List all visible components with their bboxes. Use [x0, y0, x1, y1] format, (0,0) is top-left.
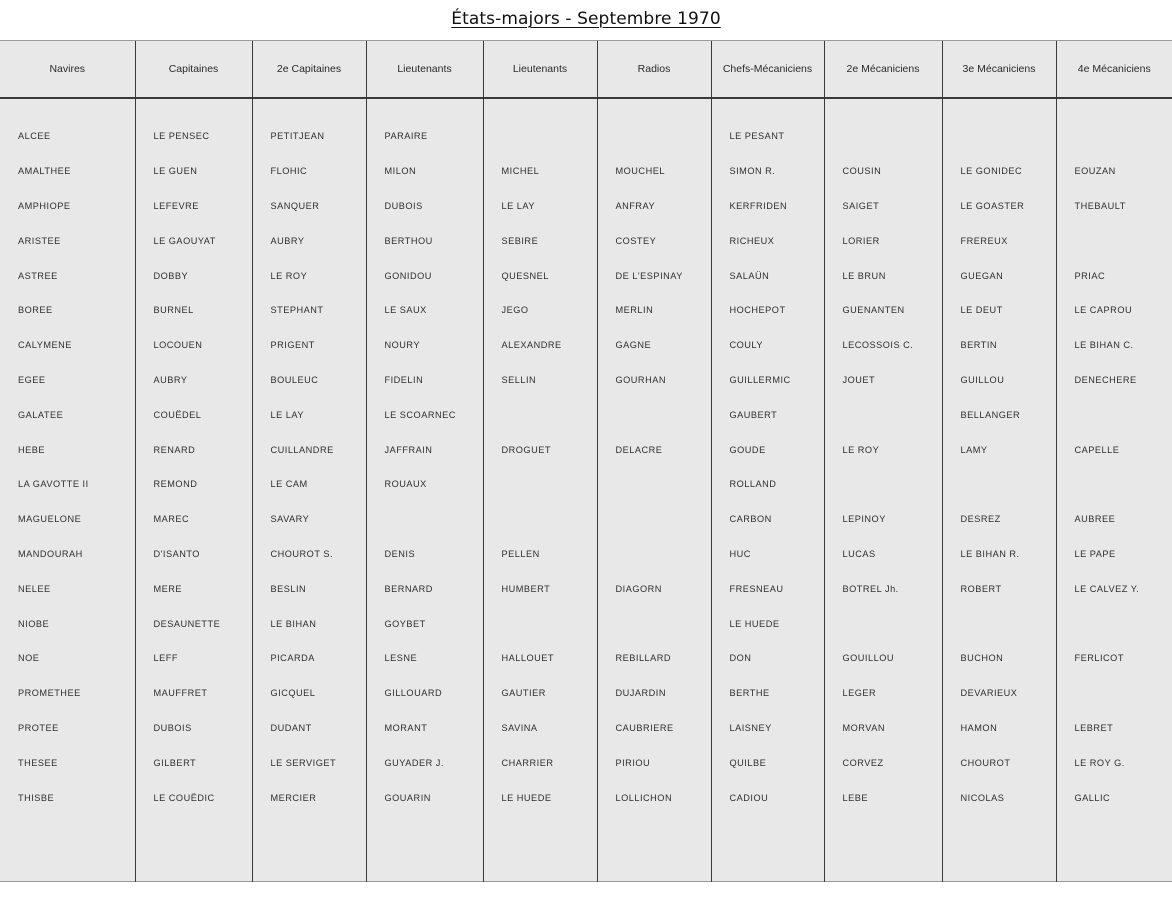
crew-name-cell: COUËDEL	[135, 397, 252, 432]
crew-name-cell: LE HUEDE	[711, 606, 824, 641]
crew-name-cell: HALLOUET	[483, 641, 597, 676]
ship-name-cell: HEBE	[18, 444, 46, 455]
crew-name-cell: GAUTIER	[483, 676, 597, 711]
crew-name-cell: CORVEZ	[824, 745, 942, 780]
crew-name-cell: DUDANT	[252, 711, 366, 746]
crew-name-cell: DON	[711, 641, 824, 676]
crew-name-cell: BOULEUC	[252, 363, 366, 398]
crew-name-cell: PARAIRE	[366, 119, 483, 154]
crew-name-cell	[1056, 467, 1172, 502]
crew-name-cell	[597, 119, 711, 154]
crew-name-cell: CADIOU	[711, 780, 824, 815]
column-header-radios: Radios	[597, 41, 711, 98]
crew-name-cell: CHARRIER	[483, 745, 597, 780]
crew-name-cell: MILON	[366, 154, 483, 189]
crew-name-cell: FERLICOT	[1056, 641, 1172, 676]
empty-cell	[483, 815, 597, 882]
crew-name-cell: STEPHANT	[252, 293, 366, 328]
crew-name-cell	[483, 502, 597, 537]
crew-name-cell	[597, 397, 711, 432]
crew-name-cell: BESLIN	[252, 571, 366, 606]
crew-name-cell: LAMY	[942, 432, 1056, 467]
crew-name-cell: LE CALVEZ Y.	[1056, 571, 1172, 606]
crew-name-cell: LE BIHAN	[252, 606, 366, 641]
crew-name-cell: LE GAOUYAT	[135, 223, 252, 258]
crew-name-cell	[483, 467, 597, 502]
table-row	[0, 641, 1172, 676]
ship-name-cell: EGEE	[18, 374, 46, 385]
crew-name-cell: QUILBE	[711, 745, 824, 780]
crew-name-cell: LE CAM	[252, 467, 366, 502]
column-header-second-engineers: 2e Mécaniciens	[824, 41, 942, 98]
crew-name-cell: GILBERT	[135, 745, 252, 780]
empty-cell	[135, 815, 252, 882]
ship-name-cell: THESEE	[18, 757, 58, 768]
crew-name-cell: LE PENSEC	[135, 119, 252, 154]
table-row	[0, 293, 1172, 328]
crew-name-cell	[597, 537, 711, 572]
crew-name-cell: SANQUER	[252, 189, 366, 224]
crew-name-cell: MICHEL	[483, 154, 597, 189]
crew-name-cell: CHOUROT S.	[252, 537, 366, 572]
crew-name-cell: LEBE	[824, 780, 942, 815]
table-row	[0, 676, 1172, 711]
column-header-second-captains: 2e Capitaines	[252, 41, 366, 98]
crew-name-cell: CHOUROT	[942, 745, 1056, 780]
crew-name-cell	[483, 119, 597, 154]
crew-name-cell: PICARDA	[252, 641, 366, 676]
ship-name-cell: PROTEE	[18, 722, 59, 733]
page-title: États-majors - Septembre 1970	[451, 9, 721, 29]
crew-name-cell: ROLLAND	[711, 467, 824, 502]
table-row	[0, 119, 1172, 154]
crew-name-cell: FRESNEAU	[711, 571, 824, 606]
crew-name-cell: LE GOASTER	[942, 189, 1056, 224]
crew-name-cell: BERTHE	[711, 676, 824, 711]
crew-name-cell: PETITJEAN	[252, 119, 366, 154]
ship-name-cell: CALYMENE	[18, 340, 72, 351]
crew-name-cell: KERFRIDEN	[711, 189, 824, 224]
crew-name-cell: LE SCOARNEC	[366, 397, 483, 432]
bottom-filler-row	[0, 815, 1172, 882]
crew-name-cell: ROUAUX	[366, 467, 483, 502]
crew-name-cell: AUBRY	[252, 223, 366, 258]
crew-name-cell: LE BIHAN R.	[942, 537, 1056, 572]
crew-name-cell: EOUZAN	[1056, 154, 1172, 189]
crew-name-cell: LE HUEDE	[483, 780, 597, 815]
crew-name-cell: LOLLICHON	[597, 780, 711, 815]
crew-name-cell: DUJARDIN	[597, 676, 711, 711]
crew-name-cell: BERTIN	[942, 328, 1056, 363]
empty-cell	[711, 815, 824, 882]
crew-name-cell	[942, 467, 1056, 502]
crew-name-cell: MOUCHEL	[597, 154, 711, 189]
crew-name-cell: REBILLARD	[597, 641, 711, 676]
ship-name-cell: NOE	[18, 653, 40, 664]
crew-name-cell: MERE	[135, 571, 252, 606]
crew-name-cell: QUESNEL	[483, 258, 597, 293]
ship-name-cell: GALATEE	[18, 409, 64, 420]
crew-name-cell: LESNE	[366, 641, 483, 676]
crew-name-cell: MERLIN	[597, 293, 711, 328]
crew-name-cell: COSTEY	[597, 223, 711, 258]
header-row	[0, 41, 1172, 98]
table-row	[0, 606, 1172, 641]
crew-name-cell	[824, 397, 942, 432]
crew-name-cell: LEBRET	[1056, 711, 1172, 746]
crew-name-cell: PRIAC	[1056, 258, 1172, 293]
table-row	[0, 328, 1172, 363]
crew-name-cell: MAUFFRET	[135, 676, 252, 711]
crew-name-cell: DOBBY	[135, 258, 252, 293]
crew-name-cell	[1056, 119, 1172, 154]
crew-name-cell: BOTREL Jh.	[824, 571, 942, 606]
crew-name-cell: SEBIRE	[483, 223, 597, 258]
crew-name-cell: BERTHOU	[366, 223, 483, 258]
table-row	[0, 397, 1172, 432]
crew-name-cell: COUSIN	[824, 154, 942, 189]
crew-name-cell: BELLANGER	[942, 397, 1056, 432]
crew-name-cell: GICQUEL	[252, 676, 366, 711]
table-row	[0, 189, 1172, 224]
crew-name-cell: MORVAN	[824, 711, 942, 746]
crew-name-cell: RICHEUX	[711, 223, 824, 258]
crew-name-cell	[597, 502, 711, 537]
crew-name-cell	[942, 119, 1056, 154]
column-header-chief-engineers: Chefs-Mécaniciens	[711, 41, 824, 98]
crew-name-cell: COULY	[711, 328, 824, 363]
crew-name-cell: LORIER	[824, 223, 942, 258]
crew-name-cell: GUYADER J.	[366, 745, 483, 780]
crew-name-cell: PRIGENT	[252, 328, 366, 363]
crew-name-cell: BUCHON	[942, 641, 1056, 676]
table-row	[0, 745, 1172, 780]
crew-name-cell: LE ROY	[824, 432, 942, 467]
crew-name-cell	[483, 606, 597, 641]
crew-name-cell	[597, 467, 711, 502]
column-header-third-engineers: 3e Mécaniciens	[942, 41, 1056, 98]
crew-name-cell: DIAGORN	[597, 571, 711, 606]
crew-name-cell: FLOHIC	[252, 154, 366, 189]
column-header-lieutenants-1: Lieutenants	[366, 41, 483, 98]
crew-name-cell: LEGER	[824, 676, 942, 711]
crew-name-cell	[824, 606, 942, 641]
column-header-lieutenants-2: Lieutenants	[483, 41, 597, 98]
crew-name-cell: DROGUET	[483, 432, 597, 467]
crew-name-cell: LEFEVRE	[135, 189, 252, 224]
top-spacer-row	[0, 98, 1172, 119]
crew-name-cell: SELLIN	[483, 363, 597, 398]
crew-name-cell: CARBON	[711, 502, 824, 537]
crew-name-cell: JAFFRAIN	[366, 432, 483, 467]
table-row	[0, 258, 1172, 293]
crew-name-cell: GUENANTEN	[824, 293, 942, 328]
crew-name-cell: LE LAY	[252, 397, 366, 432]
crew-name-cell: MORANT	[366, 711, 483, 746]
crew-name-cell: CAUBRIERE	[597, 711, 711, 746]
table-row	[0, 223, 1172, 258]
crew-name-cell: DUBOIS	[366, 189, 483, 224]
crew-name-cell	[1056, 223, 1172, 258]
crew-name-cell: ANFRAY	[597, 189, 711, 224]
crew-name-cell: ROBERT	[942, 571, 1056, 606]
crew-name-cell: HUMBERT	[483, 571, 597, 606]
crew-name-cell: GOUDE	[711, 432, 824, 467]
column-header-ships: Navires	[0, 41, 135, 98]
crew-name-cell: BERNARD	[366, 571, 483, 606]
crew-name-cell: AUBRY	[135, 363, 252, 398]
crew-name-cell: GAGNE	[597, 328, 711, 363]
ship-name-cell: PROMETHEE	[18, 688, 81, 699]
crew-name-cell: THEBAULT	[1056, 189, 1172, 224]
crew-name-cell: LEPINOY	[824, 502, 942, 537]
ship-name-cell: AMALTHEE	[18, 166, 71, 177]
crew-name-cell	[1056, 676, 1172, 711]
crew-name-cell: LAISNEY	[711, 711, 824, 746]
table-row	[0, 154, 1172, 189]
empty-cell	[942, 815, 1056, 882]
crew-name-cell	[824, 119, 942, 154]
ship-name-cell: LA GAVOTTE II	[18, 479, 89, 490]
crew-name-cell: SAVARY	[252, 502, 366, 537]
ship-name-cell: ASTREE	[18, 270, 58, 281]
crew-name-cell: GUILLOU	[942, 363, 1056, 398]
crew-name-cell: PELLEN	[483, 537, 597, 572]
crew-name-cell	[366, 502, 483, 537]
crew-name-cell	[1056, 397, 1172, 432]
ship-name-cell: ARISTEE	[18, 235, 61, 246]
crew-name-cell: DESAUNETTE	[135, 606, 252, 641]
empty-cell	[824, 815, 942, 882]
crew-name-cell: LE GONIDEC	[942, 154, 1056, 189]
crew-name-cell: GOUARIN	[366, 780, 483, 815]
crew-name-cell: JEGO	[483, 293, 597, 328]
crew-name-cell: NICOLAS	[942, 780, 1056, 815]
roster-table	[0, 41, 1172, 882]
crew-name-cell: LE ROY G.	[1056, 745, 1172, 780]
crew-name-cell: GOUILLOU	[824, 641, 942, 676]
crew-name-cell: SIMON R.	[711, 154, 824, 189]
crew-name-cell: FIDELIN	[366, 363, 483, 398]
crew-name-cell: HAMON	[942, 711, 1056, 746]
crew-name-cell: LE LAY	[483, 189, 597, 224]
crew-name-cell: AUBREE	[1056, 502, 1172, 537]
table-row	[0, 432, 1172, 467]
crew-name-cell: LE BRUN	[824, 258, 942, 293]
crew-name-cell: LE COUËDIC	[135, 780, 252, 815]
ship-name-cell: NIOBE	[18, 618, 50, 629]
crew-name-cell: BURNEL	[135, 293, 252, 328]
table-row	[0, 502, 1172, 537]
crew-name-cell: LE SERVIGET	[252, 745, 366, 780]
empty-cell	[597, 815, 711, 882]
crew-name-cell: SALAÜN	[711, 258, 824, 293]
table-row	[0, 711, 1172, 746]
empty-cell	[252, 815, 366, 882]
ship-name-cell: MAGUELONE	[18, 514, 82, 525]
crew-name-cell: GONIDOU	[366, 258, 483, 293]
crew-name-cell: LE ROY	[252, 258, 366, 293]
empty-cell	[0, 815, 135, 882]
crew-name-cell: LE DEUT	[942, 293, 1056, 328]
table-row	[0, 363, 1172, 398]
column-header-captains: Capitaines	[135, 41, 252, 98]
ship-name-cell: MANDOURAH	[18, 548, 83, 559]
crew-name-cell: LE GUEN	[135, 154, 252, 189]
crew-name-cell: ALEXANDRE	[483, 328, 597, 363]
crew-name-cell: DE L'ESPINAY	[597, 258, 711, 293]
column-header-fourth-engineers: 4e Mécaniciens	[1056, 41, 1172, 98]
crew-name-cell: GILLOUARD	[366, 676, 483, 711]
crew-name-cell: LECOSSOIS C.	[824, 328, 942, 363]
crew-name-cell: GUILLERMIC	[711, 363, 824, 398]
ship-name-cell: NELEE	[18, 583, 51, 594]
crew-name-cell: LE BIHAN C.	[1056, 328, 1172, 363]
crew-name-cell: LE PESANT	[711, 119, 824, 154]
crew-name-cell	[824, 467, 942, 502]
crew-name-cell: SAIGET	[824, 189, 942, 224]
crew-name-cell: HOCHEPOT	[711, 293, 824, 328]
crew-name-cell: GALLIC	[1056, 780, 1172, 815]
crew-name-cell: MERCIER	[252, 780, 366, 815]
crew-name-cell: SAVINA	[483, 711, 597, 746]
crew-name-cell: CUILLANDRE	[252, 432, 366, 467]
crew-name-cell: GUEGAN	[942, 258, 1056, 293]
crew-name-cell: DUBOIS	[135, 711, 252, 746]
table-row	[0, 571, 1172, 606]
crew-name-cell: DEVARIEUX	[942, 676, 1056, 711]
crew-name-cell: GOURHAN	[597, 363, 711, 398]
roster-sheet	[0, 40, 1172, 882]
crew-name-cell: D'ISANTO	[135, 537, 252, 572]
crew-name-cell: DELACRE	[597, 432, 711, 467]
crew-name-cell: NOURY	[366, 328, 483, 363]
crew-name-cell: JOUET	[824, 363, 942, 398]
table-row	[0, 467, 1172, 502]
crew-name-cell: LUCAS	[824, 537, 942, 572]
crew-name-cell: REMOND	[135, 467, 252, 502]
crew-name-cell: LOCOUEN	[135, 328, 252, 363]
crew-name-cell: DENECHERE	[1056, 363, 1172, 398]
crew-name-cell: MAREC	[135, 502, 252, 537]
crew-name-cell	[483, 397, 597, 432]
empty-cell	[1056, 815, 1172, 882]
empty-cell	[366, 815, 483, 882]
crew-name-cell: LE CAPROU	[1056, 293, 1172, 328]
crew-name-cell	[597, 606, 711, 641]
crew-name-cell: FREREUX	[942, 223, 1056, 258]
crew-name-cell: DENIS	[366, 537, 483, 572]
roster-body	[0, 98, 1172, 882]
crew-name-cell: LE SAUX	[366, 293, 483, 328]
crew-name-cell: PIRIOU	[597, 745, 711, 780]
crew-name-cell	[1056, 606, 1172, 641]
ship-name-cell: ALCEE	[18, 131, 51, 142]
ship-name-cell: BOREE	[18, 305, 53, 316]
ship-name-cell: AMPHIOPE	[18, 200, 71, 211]
ship-name-cell: THISBE	[18, 792, 55, 803]
crew-name-cell: LEFF	[135, 641, 252, 676]
table-row	[0, 780, 1172, 815]
crew-name-cell: LE PAPE	[1056, 537, 1172, 572]
crew-name-cell: CAPELLE	[1056, 432, 1172, 467]
crew-name-cell: RENARD	[135, 432, 252, 467]
crew-name-cell: GAUBERT	[711, 397, 824, 432]
crew-name-cell: GOYBET	[366, 606, 483, 641]
crew-name-cell: HUC	[711, 537, 824, 572]
crew-name-cell	[942, 606, 1056, 641]
crew-name-cell: DESREZ	[942, 502, 1056, 537]
table-row	[0, 537, 1172, 572]
